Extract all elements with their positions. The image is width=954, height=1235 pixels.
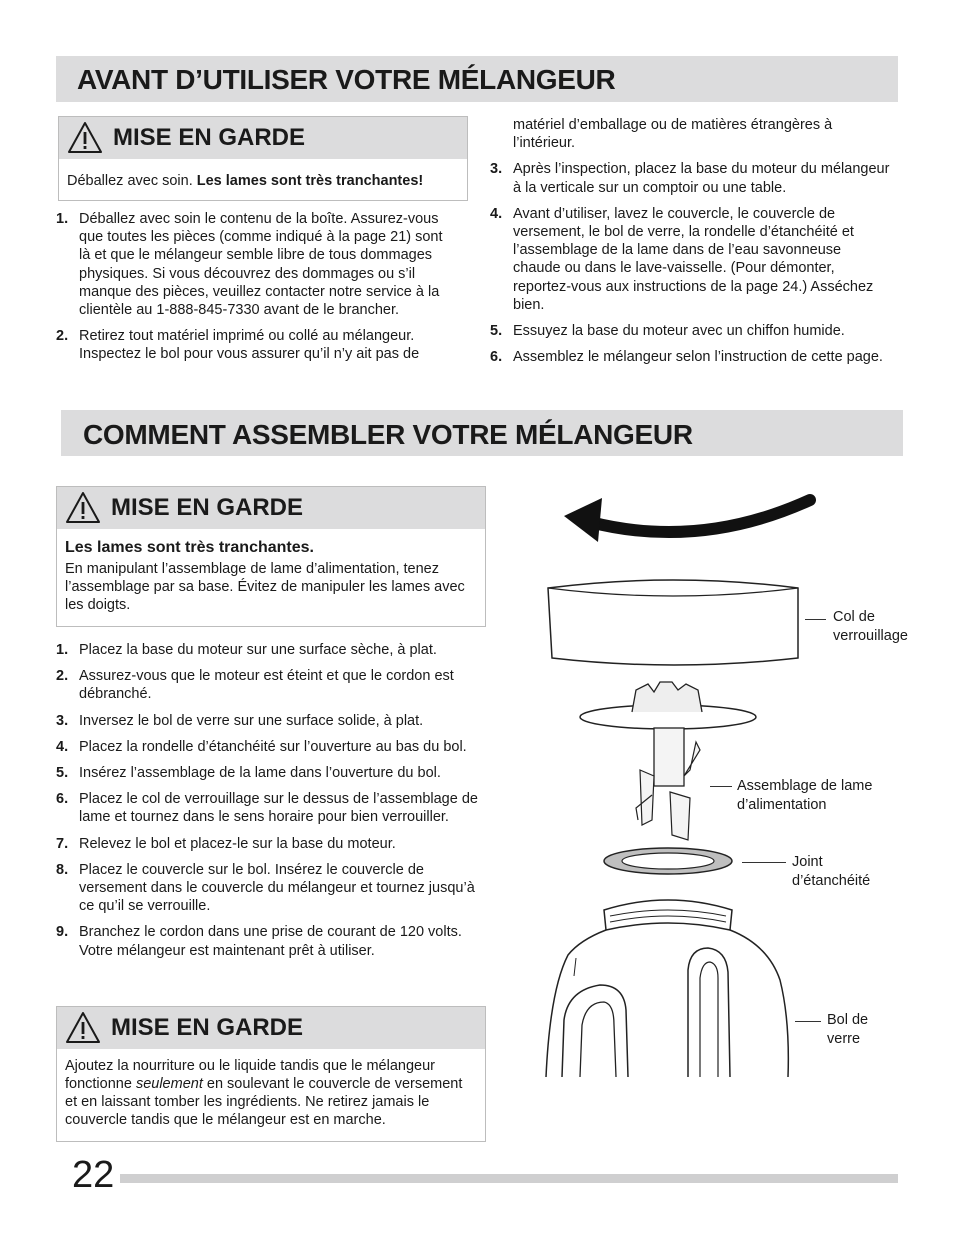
caution-text: En manipulant l’assemblage de lame d’alimentation, tenez l’assemblage par sa base. Évitez de manipuler les lames avec les doigts. [65,561,465,613]
list-item [56,712,490,730]
label-line: Assemblage de lame [737,778,873,794]
step-text: Relevez le bol et placez-le sur la base du moteur. [79,835,396,852]
list-item [56,667,490,703]
callout-leader [805,619,826,620]
glass-jar [546,900,788,1077]
list-item [56,210,456,319]
step-number: 1. [56,211,69,227]
callout-leader [742,862,786,863]
step-text: Insérez l’assemblage de la lame dans l’ouverture du bol. [79,765,441,782]
list-item [56,738,490,756]
step-text: Branchez le cordon dans une prise de courant de 120 volts. Votre mélangeur est maintenant prêt à utiliser. [79,924,462,959]
caution-title: MISE EN GARDE [111,1014,304,1041]
step-number: 7. [56,835,69,852]
step-text: Assemblez le mélangeur selon l’instruction de cette page. [513,349,883,366]
label-glass-jar [827,1011,868,1048]
step-text: Déballez avec soin le contenu de la boîte. Assurez-vous que toutes les pièces (comme indiqué à la page 21) sont là et que le mélangeur semble libre de tous dommages physiques. Si vous découvrez des dommages ou s’il manque des pièces, veuillez contacter notre service à la clientèle au 1-888-845-7330 avant de le brancher. [79,211,443,319]
section-title-before-use: AVANT D’UTILISER VOTRE MÉLANGEUR [56,56,898,102]
footer-bar [80,1174,898,1183]
step-number: 6. [490,349,503,366]
step-number: 3. [56,712,69,729]
caution-box-unpack [58,116,468,201]
list-item [56,861,490,916]
caution-text-plain: Déballez avec soin. [67,173,197,189]
step-text: Retirez tout matériel imprimé ou collé au mélangeur. Inspectez le bol pour vous assurer qu’il n’y ait pas de [79,328,420,363]
step-text: Placez le col de verrouillage sur le dessus de l’assemblage de lame et tournez dans le sens horaire pour bien verrouiller. [79,791,478,826]
step-text: Placez la base du moteur sur une surface sèche, à plat. [79,642,437,658]
caution-body [57,529,485,622]
step-number: 8. [56,861,69,878]
step-text: Placez le couvercle sur le bol. Insérez le couvercle de versement dans le couvercle du mélangeur et tournez jusqu’à ce qu’il se verrouille. [79,861,475,915]
caution-title: MISE EN GARDE [111,494,304,521]
step-number: 5. [56,765,69,782]
warning-triangle-icon [65,491,101,525]
label-line: Col de [833,609,875,625]
step-text: Inversez le bol de verre sur une surface solide, à plat. [79,712,424,729]
warning-triangle-icon [65,1011,101,1045]
label-blade-assembly [737,777,872,814]
caution-box-blades [56,486,486,627]
label-line: Bol de [827,1012,869,1028]
list-item [490,322,890,340]
caution-text-part: Ajoutez la nourriture ou le liquide tandis que le mélangeur fonctionne [65,1058,435,1092]
label-sealing-gasket [792,853,870,890]
step-number: 3. [490,161,503,178]
step-text: Après l’inspection, placez la base du moteur du mélangeur à la verticale sur un comptoir ou une table. [513,161,890,196]
list-item [56,790,490,826]
list-item [490,205,890,314]
step-number: 4. [490,205,503,222]
step-text: Avant d’utiliser, lavez le couvercle, le couvercle de versement, le bol de verre, la rondelle d’étanchéité et l’assemblage de la lame dans de l’eau savonneuse chaude ou dans le lave-vaisselle. (Pour démonter, reportez-vous aux instructions de la page 24.) Asséchez bien. [513,205,874,313]
caution-header [57,1007,485,1049]
blade-assembly [580,682,756,840]
before-use-steps-continued [490,116,890,374]
step-number: 2. [56,328,69,345]
list-item [56,835,490,853]
warning-triangle-icon [67,121,103,155]
page-number: 22 [72,1152,120,1198]
caution-text-part: en soulevant le couvercle de versement et en laissant tomber les ingrédients. Ne retirez jamais le couvercle tandis que le mélangeur est en marche. [65,1076,463,1128]
locking-collar [548,580,798,665]
caution-text [59,159,467,198]
caution-box-adding-food [56,1006,486,1142]
rotate-arrow-icon [564,498,810,542]
step-number: 2. [56,668,69,685]
step-text: Placez la rondelle d’étanchéité sur l’ouverture au bas du bol. [79,738,467,755]
blender-assembly-diagram [540,480,930,1090]
section-title-assembly: COMMENT ASSEMBLER VOTRE MÉLANGEUR [61,410,903,456]
step-number: 5. [490,323,503,340]
list-item [56,641,490,659]
list-item [490,348,890,366]
caution-text [57,1049,485,1137]
label-line: d’alimentation [737,796,827,813]
label-line: verrouillage [833,627,908,644]
step-text: Essuyez la base du moteur avec un chiffon humide. [513,323,845,340]
sealing-gasket [604,848,732,874]
label-line: verre [827,1030,861,1047]
step-number: 9. [56,924,69,941]
caution-header [57,487,485,529]
caution-title: MISE EN GARDE [113,124,306,151]
caution-header [59,117,467,159]
caution-subtitle: Les lames sont très tranchantes. [65,539,314,556]
step-number: 1. [56,642,69,658]
step-text: matériel d’emballage ou de matières étrangères à l’intérieur. [513,117,833,152]
callout-leader [795,1021,821,1022]
assembly-steps [56,641,490,968]
caution-text-bold: Les lames sont très tranchantes! [196,173,424,189]
label-locking-collar [833,608,908,645]
step-text: Assurez-vous que le moteur est éteint et que le cordon est débranché. [79,668,454,703]
list-item [490,116,890,152]
label-line: Joint [792,854,823,870]
list-item [490,160,890,196]
caution-text-italic: seulement [135,1076,203,1092]
list-item [56,327,456,363]
before-use-steps [56,210,456,372]
list-item [56,923,490,959]
list-item [56,764,490,782]
label-line: d’étanchéité [792,872,871,889]
step-number: 6. [56,791,69,808]
step-number: 4. [56,738,69,755]
callout-leader [710,786,732,787]
